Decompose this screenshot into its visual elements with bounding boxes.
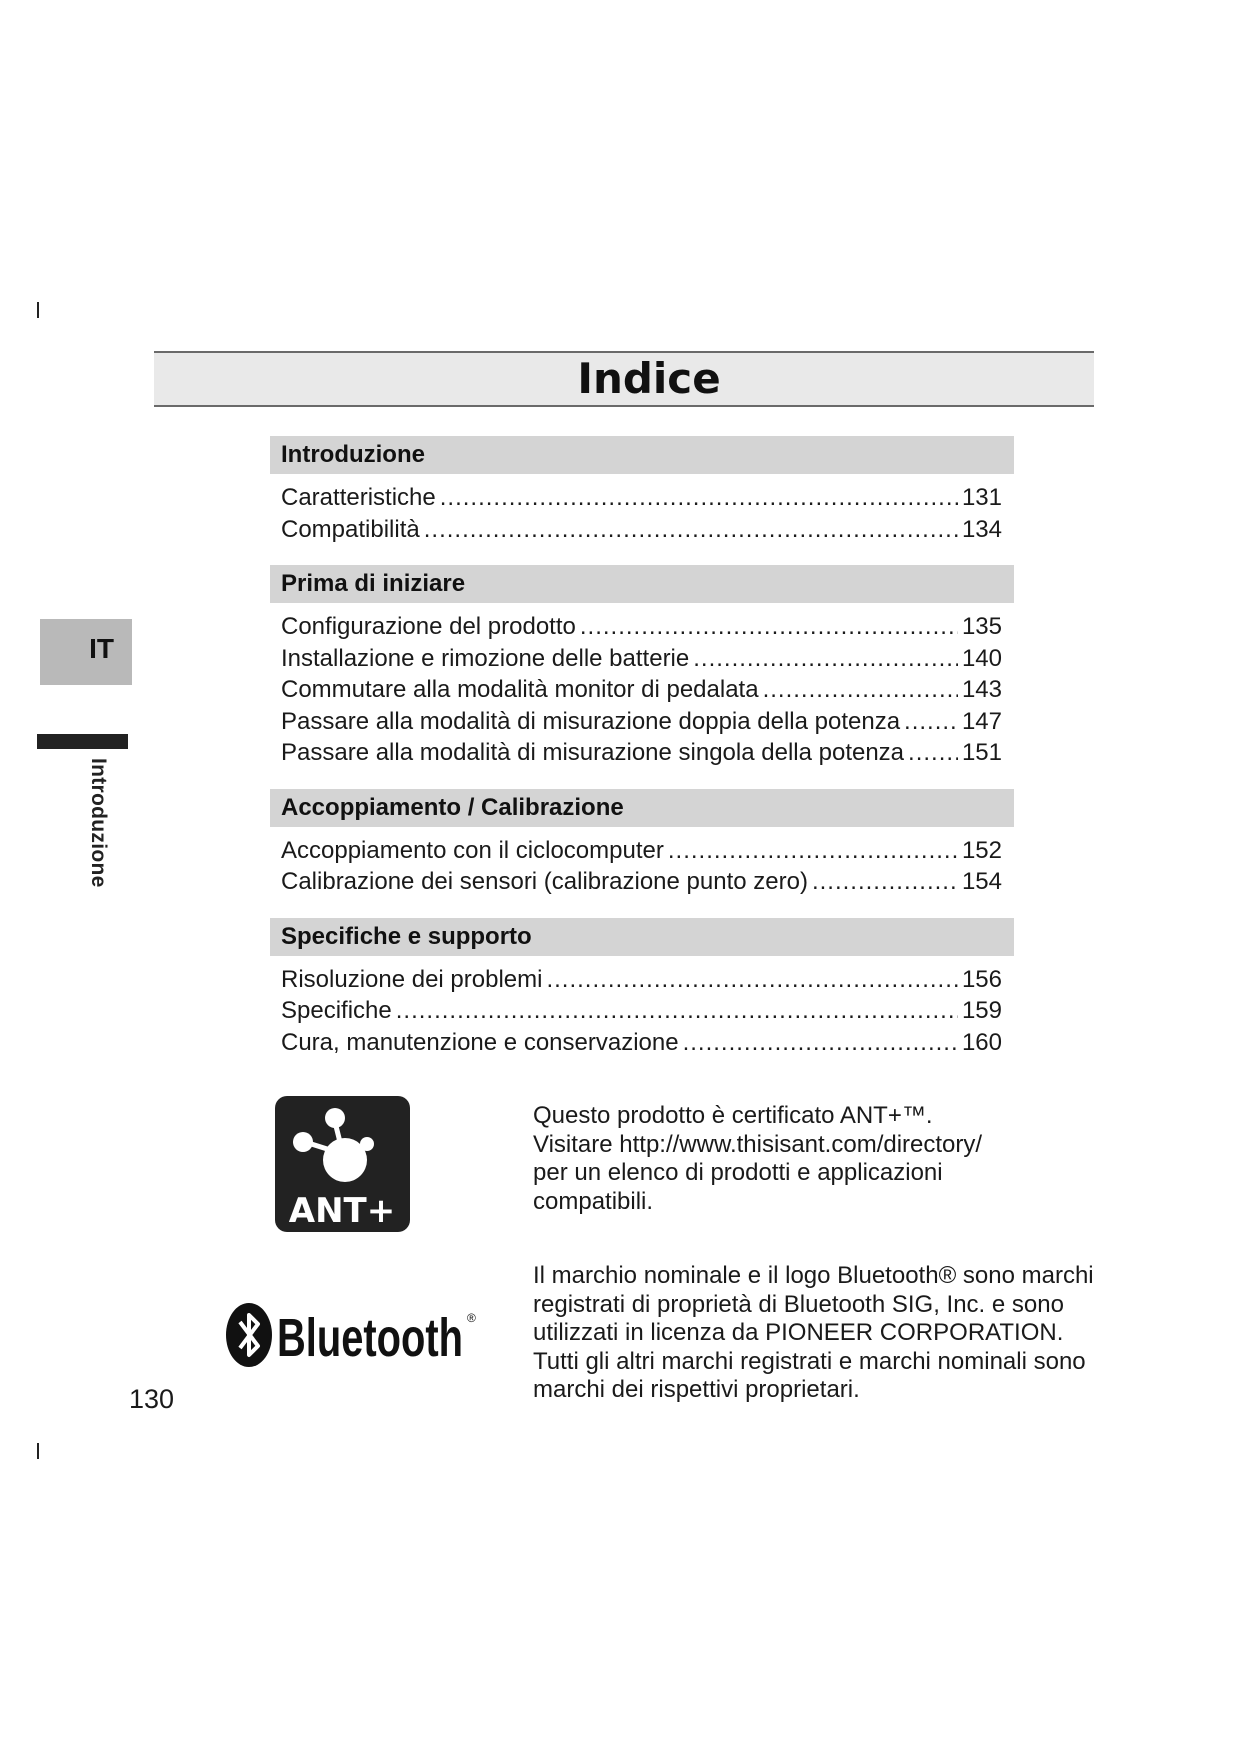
bluetooth-text-line: Il marchio nominale e il logo Bluetooth® sono marchi: [533, 1262, 1094, 1289]
bluetooth-text-line: Tutti gli altri marchi registrati e marchi nominali sono: [533, 1347, 1086, 1375]
toc-entry-page: 151: [961, 739, 1002, 766]
ant-text-line: per un elenco di prodotti e applicazioni: [533, 1159, 943, 1186]
toc-entry-label: Compatibilità: [281, 515, 420, 543]
toc-entry-label: Specifiche: [281, 997, 392, 1024]
language-tab-label: IT: [89, 633, 114, 664]
toc-entry-page: 156: [961, 965, 1002, 993]
toc-entry-label: Risoluzione dei problemi: [281, 965, 543, 993]
dot-leader: [440, 482, 958, 514]
toc-section: [270, 789, 1014, 898]
toc-entry[interactable]: [281, 835, 1002, 867]
toc-entry-page: 152: [961, 836, 1002, 864]
side-section-label: Introduzione: [87, 758, 110, 888]
toc-section: [270, 565, 1014, 769]
toc-entry-label: Accoppiamento con il ciclocomputer: [281, 836, 664, 864]
toc-entry[interactable]: [281, 706, 1002, 738]
dot-leader: [812, 866, 958, 898]
toc-entry-label: Cura, manutenzione e conservazione: [281, 1028, 679, 1056]
toc-section-heading: Accoppiamento / Calibrazione: [270, 789, 1014, 827]
bluetooth-logo-text: Bluetooth: [277, 1308, 463, 1368]
toc-entry-page: 154: [961, 868, 1002, 895]
toc-entry-label: Passare alla modalità di misurazione singola della potenza: [281, 739, 905, 766]
ant-logo-text: ANT+: [288, 1191, 396, 1231]
toc-entry-label: Caratteristiche: [281, 484, 436, 511]
toc-entry-page: 159: [961, 997, 1002, 1024]
toc-entry[interactable]: [281, 995, 1002, 1027]
dot-leader: [546, 964, 957, 996]
toc-section-heading: Specifiche e supporto: [270, 918, 1014, 956]
toc-entry-page: 135: [961, 613, 1002, 640]
ant-text-line: Questo prodotto è certificato ANT+™.: [533, 1102, 933, 1129]
bluetooth-logo: [225, 1300, 485, 1370]
dot-leader: [424, 514, 958, 546]
ant-plus-logo: [275, 1096, 410, 1232]
dot-leader: [580, 611, 958, 643]
ant-certification-text: [533, 1102, 1053, 1216]
section-marker-bar: [37, 734, 128, 749]
toc-entry-label: Commutare alla modalità monitor di pedalata: [281, 676, 759, 703]
title-bar: [154, 351, 1094, 407]
toc-entry-page: 160: [961, 1028, 1002, 1056]
language-tab: [40, 619, 132, 685]
dot-leader: [683, 1027, 958, 1059]
toc-entry[interactable]: [281, 674, 1002, 706]
toc-entry-page: 143: [961, 676, 1002, 703]
toc-entry-label: Installazione e rimozione delle batterie: [281, 644, 690, 672]
bluetooth-text-line: marchi dei rispettivi proprietari.: [533, 1376, 860, 1404]
toc-entry-page: 147: [961, 707, 1002, 735]
ant-text-line: Visitare http://www.thisisant.com/directory/: [533, 1130, 983, 1158]
dot-leader: [693, 643, 958, 675]
toc-entry[interactable]: [281, 482, 1002, 514]
toc-entry[interactable]: [281, 611, 1002, 643]
toc-section: [270, 436, 1014, 545]
dot-leader: [904, 706, 958, 738]
page-title: Indice: [577, 354, 721, 403]
toc-entry-page: 131: [961, 484, 1002, 511]
toc-entry[interactable]: [281, 514, 1002, 546]
toc-section-heading: Introduzione: [270, 436, 1014, 474]
crop-mark-bottom: [37, 1443, 39, 1459]
toc-entry-page: 134: [961, 515, 1002, 543]
toc-entry-label: Passare alla modalità di misurazione doppia della potenza: [281, 707, 901, 735]
toc-entry[interactable]: [281, 964, 1002, 996]
dot-leader: [396, 995, 958, 1027]
toc-section-heading: Prima di iniziare: [270, 565, 1014, 603]
toc-section: [270, 918, 1014, 1059]
toc-entry-page: 140: [961, 644, 1002, 672]
bluetooth-trademark-text: [533, 1262, 1143, 1405]
dot-leader: [668, 835, 958, 867]
toc-entry-label: Calibrazione dei sensori (calibrazione punto zero): [281, 868, 808, 895]
toc-entry[interactable]: [281, 866, 1002, 898]
toc-entry-label: Configurazione del prodotto: [281, 613, 576, 640]
table-of-contents: [270, 436, 1014, 1078]
page-number: 130: [129, 1384, 175, 1414]
dot-leader: [908, 737, 958, 769]
dot-leader: [763, 674, 958, 706]
bluetooth-text-line: utilizzati in licenza da PIONEER CORPORATION.: [533, 1319, 1064, 1347]
bluetooth-icon: [226, 1303, 272, 1367]
registered-mark: ®: [467, 1311, 476, 1325]
toc-entry[interactable]: [281, 643, 1002, 675]
toc-entry[interactable]: [281, 1027, 1002, 1059]
ant-text-line: compatibili.: [533, 1187, 654, 1215]
crop-mark-top: [37, 302, 39, 318]
bluetooth-text-line: registrati di proprietà di Bluetooth SIG, Inc. e sono: [533, 1290, 1064, 1318]
toc-entry[interactable]: [281, 737, 1002, 769]
